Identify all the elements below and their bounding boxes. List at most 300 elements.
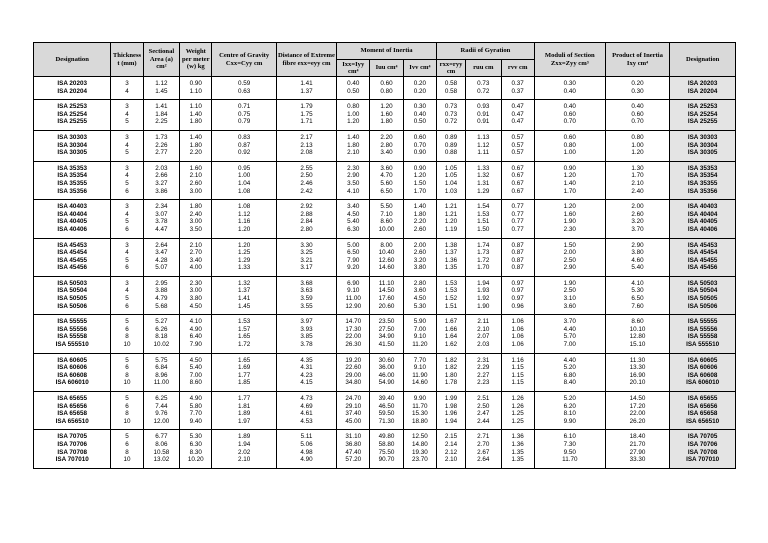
cell-value: 2.07	[477, 333, 490, 341]
cell-value: 2.88	[300, 210, 313, 218]
cell-value: 2.40	[189, 210, 202, 218]
rvv-cell	[501, 430, 534, 468]
cell-value: 6	[125, 225, 129, 233]
designation-right-cell	[670, 315, 736, 353]
cell-value: 5.20	[563, 364, 576, 372]
cell-value: 5	[125, 295, 129, 303]
cell-value: 2.64	[477, 456, 490, 464]
cell-value: 5.06	[300, 440, 313, 448]
designation-right-cell	[670, 392, 736, 430]
cell-value: ISA 40406	[57, 225, 87, 233]
cell-value: 1.51	[444, 302, 458, 310]
cell-value: 0.91	[477, 110, 490, 118]
header-rvv: rvv cm	[501, 60, 534, 77]
centre-gravity-cell	[212, 315, 276, 353]
cell-value: 14.50	[629, 395, 646, 402]
cell-value: 11.70	[562, 456, 578, 464]
cell-value: 0.77	[511, 210, 524, 218]
header-designation-right: Designation	[670, 43, 736, 77]
iuu-cell	[370, 430, 403, 468]
cell-value: 15.10	[629, 341, 646, 349]
cell-value: 4	[125, 87, 129, 95]
area-cell	[143, 77, 180, 100]
cell-value: 5.68	[155, 302, 168, 310]
cell-value: 0.96	[511, 302, 524, 310]
cell-value: 4.79	[155, 295, 168, 303]
cell-value: 0.90	[563, 164, 576, 172]
cell-value: 0.47	[511, 110, 524, 118]
ixx-cell	[337, 238, 370, 276]
designation-cell	[34, 430, 111, 468]
cell-value: 5.40	[347, 218, 360, 226]
table-row-group	[34, 130, 736, 161]
cell-value: 1.00	[347, 110, 360, 118]
cell-value: ISA 20204	[57, 87, 87, 95]
cell-value: 1.25	[511, 410, 524, 418]
header-ivv: Ivv cm⁴	[403, 60, 436, 77]
cell-value: 4.50	[347, 210, 360, 218]
cell-value: 19.30	[411, 448, 428, 456]
cell-value: 1.62	[444, 341, 458, 349]
cell-value: 2.20	[380, 133, 393, 141]
cell-value: 3.20	[631, 218, 644, 226]
cell-value: 2.00	[631, 203, 644, 211]
cell-value: 8.40	[563, 379, 576, 387]
cell-value: 1.80	[413, 210, 426, 218]
cell-value: 1.53	[238, 318, 251, 326]
cell-value: 3.80	[413, 264, 426, 272]
cell-value: 2.90	[563, 264, 576, 272]
cell-value: 1.50	[477, 225, 490, 233]
cell-value: 2.25	[155, 118, 168, 126]
cell-value: 7.00	[189, 371, 202, 379]
thickness-cell	[111, 200, 143, 238]
product-inertia-cell	[605, 238, 669, 276]
cell-value: 2.47	[477, 410, 490, 418]
cell-value: 2.60	[413, 249, 426, 257]
cell-value: 4.35	[300, 356, 313, 364]
cell-value: 4.90	[189, 395, 202, 402]
product-inertia-cell	[605, 77, 669, 100]
cell-value: 1.45	[238, 302, 251, 310]
cell-value: ISA 50503	[687, 279, 718, 287]
iuu-cell	[370, 77, 403, 100]
cell-value: 1.98	[444, 402, 458, 410]
cell-value: 4.90	[189, 325, 202, 333]
cell-value: 2.03	[155, 164, 168, 172]
cell-value: 3.97	[300, 318, 313, 326]
cell-value: 0.67	[511, 187, 524, 195]
cell-value: 0.90	[413, 164, 426, 172]
cell-value: 5.27	[155, 318, 168, 326]
cell-value: 49.80	[378, 433, 395, 441]
cell-value: 1.41	[300, 80, 313, 87]
cell-value: ISA 35354	[57, 172, 87, 180]
cell-value: 1.04	[238, 179, 251, 187]
iuu-cell	[370, 161, 403, 199]
cell-value: 4.50	[413, 295, 426, 303]
rvv-cell	[501, 353, 534, 391]
cell-value: 3.10	[563, 295, 576, 303]
cell-value: 0.67	[511, 164, 524, 172]
cell-value: 0.57	[511, 133, 524, 141]
cell-value: 1.77	[238, 371, 251, 379]
cell-value: 1.94	[444, 417, 458, 425]
cell-value: ISA 50504	[57, 287, 87, 295]
cell-value: 2.20	[189, 149, 202, 157]
cell-value: 2.03	[477, 341, 490, 349]
cell-value: 1.11	[477, 149, 490, 157]
cell-value: 7.10	[380, 210, 393, 218]
cell-value: 0.77	[511, 203, 524, 211]
cell-value: 2.10	[444, 456, 458, 464]
rxx-cell	[437, 315, 466, 353]
cell-value: 21.70	[629, 440, 646, 448]
cell-value: 0.97	[511, 279, 524, 287]
modulus-cell	[534, 77, 605, 100]
cell-value: ISA 60605	[687, 356, 718, 364]
iuu-cell	[370, 392, 403, 430]
cell-value: 1.60	[189, 164, 202, 172]
cell-value: 90.70	[378, 456, 395, 464]
cell-value: 1.78	[444, 379, 458, 387]
extreme-fibre-cell	[276, 130, 336, 161]
cell-value: ISA 65655	[57, 395, 87, 402]
area-cell	[143, 100, 180, 131]
cell-value: ISA 30303	[687, 133, 718, 141]
cell-value: 1.35	[511, 456, 524, 464]
cell-value: 6	[125, 402, 129, 410]
extreme-fibre-cell	[276, 315, 336, 353]
header-centre-gravity: Centre of Gravity Cxx=Cyy cm	[212, 43, 276, 77]
table-row-group	[34, 200, 736, 238]
cell-value: 1.93	[477, 287, 490, 295]
header-product-inertia: Product of Inertia Ixy cm⁴	[605, 43, 669, 77]
ivv-cell	[403, 77, 436, 100]
cell-value: 1.06	[511, 318, 524, 326]
cell-value: 39.40	[378, 395, 395, 402]
cell-value: ISA 555510	[55, 341, 89, 349]
cell-value: 4	[125, 249, 129, 257]
cell-value: 0.70	[413, 141, 426, 149]
cell-value: 11.20	[412, 341, 428, 349]
cell-value: 0.97	[511, 295, 524, 303]
thickness-cell	[111, 238, 143, 276]
cell-value: 2.95	[155, 279, 168, 287]
cell-value: 1.50	[563, 241, 576, 249]
cell-value: 6.77	[155, 433, 168, 441]
cell-value: 0.40	[631, 103, 644, 111]
cell-value: 10.20	[187, 456, 204, 464]
cell-value: 5.80	[189, 402, 202, 410]
cell-value: 2.84	[300, 218, 313, 226]
cell-value: 23.50	[378, 318, 395, 326]
cell-value: 47.40	[345, 448, 362, 456]
cell-value: ISA 656510	[55, 417, 89, 425]
area-cell	[143, 200, 180, 238]
cell-value: ISA 606010	[686, 379, 720, 387]
cell-value: 13.30	[629, 364, 646, 372]
cell-value: 1.20	[563, 172, 576, 180]
cell-value: 54.90	[378, 379, 395, 387]
product-inertia-cell	[605, 315, 669, 353]
cell-value: 1.19	[444, 225, 458, 233]
cell-value: 2.80	[380, 141, 393, 149]
cell-value: 1.33	[238, 264, 251, 272]
cell-value: 4.70	[380, 172, 393, 180]
cell-value: 27.50	[378, 325, 395, 333]
cell-value: ISA 30305	[687, 149, 718, 157]
cell-value: 1.71	[300, 118, 313, 126]
cell-value: 3.60	[413, 287, 426, 295]
table-row-group	[34, 392, 736, 430]
centre-gravity-cell	[212, 276, 276, 314]
cell-value: 5.20	[563, 395, 576, 402]
cell-value: ISA 35353	[687, 164, 718, 172]
cell-value: 2.00	[413, 241, 426, 249]
cell-value: 0.79	[238, 118, 251, 126]
iuu-cell	[370, 353, 403, 391]
weight-cell	[180, 200, 212, 238]
ruu-cell	[466, 100, 501, 131]
cell-value: ISA 45454	[57, 249, 87, 257]
cell-value: 1.66	[444, 325, 458, 333]
cell-value: ISA 35355	[57, 179, 87, 187]
cell-value: 2.46	[300, 179, 313, 187]
cell-value: 3.68	[300, 279, 313, 287]
cell-value: 1.32	[238, 279, 251, 287]
thickness-cell	[111, 315, 143, 353]
cell-value: 1.15	[511, 379, 524, 387]
ixx-cell	[337, 276, 370, 314]
rxx-cell	[437, 161, 466, 199]
cell-value: 75.50	[378, 448, 395, 456]
cell-value: 26.30	[345, 341, 362, 349]
cell-value: ISA 50505	[687, 295, 718, 303]
cell-value: 1.40	[189, 110, 202, 118]
cell-value: 24.70	[345, 395, 362, 402]
iuu-cell	[370, 315, 403, 353]
weight-cell	[180, 315, 212, 353]
cell-value: 5	[125, 149, 129, 157]
designation-right-cell	[670, 430, 736, 468]
thickness-cell	[111, 77, 143, 100]
cell-value: 0.57	[511, 149, 524, 157]
product-inertia-cell	[605, 100, 669, 131]
cell-value: 1.41	[155, 103, 168, 111]
cell-value: 1.90	[563, 279, 576, 287]
cell-value: 5.30	[413, 302, 426, 310]
cell-value: 3.40	[347, 203, 360, 211]
cell-value: ISA 50506	[57, 302, 87, 310]
cell-value: 5	[125, 256, 129, 264]
cell-value: 1.51	[477, 218, 490, 226]
cell-value: 0.73	[444, 110, 458, 118]
cell-value: 6.80	[563, 371, 576, 379]
cell-value: ISA 50504	[687, 287, 718, 295]
cell-value: 0.63	[238, 87, 251, 95]
cell-value: 2.50	[300, 172, 313, 180]
cell-value: 1.70	[563, 187, 576, 195]
cell-value: 4.10	[189, 318, 202, 326]
cell-value: 11.10	[378, 279, 395, 287]
cell-value: 3.07	[155, 210, 168, 218]
cell-value: ISA 45455	[687, 256, 718, 264]
cell-value: 18.80	[411, 417, 428, 425]
cell-value: 4	[125, 287, 129, 295]
cell-value: 1.08	[238, 203, 251, 211]
cell-value: ISA 25254	[57, 110, 87, 118]
cell-value: 1.36	[444, 256, 458, 264]
thickness-cell	[111, 130, 143, 161]
header-area: Sectional Area (a) cm²	[143, 43, 180, 77]
cell-value: 0.60	[631, 110, 644, 118]
extreme-fibre-cell	[276, 77, 336, 100]
cell-value: 1.20	[413, 172, 426, 180]
cell-value: 1.84	[155, 110, 168, 118]
header-ixx: Ixx=Iyy cm⁴	[337, 60, 370, 77]
cell-value: 6.25	[155, 395, 168, 402]
cell-value: 0.50	[413, 118, 426, 126]
cell-value: 14.60	[411, 379, 428, 387]
cell-value: 3.70	[563, 318, 576, 326]
cell-value: 11.30	[629, 356, 646, 364]
cell-value: 4.69	[300, 402, 313, 410]
cell-value: 6.26	[155, 325, 168, 333]
modulus-cell	[534, 161, 605, 199]
cell-value: 1.20	[380, 103, 393, 111]
cell-value: 1.80	[189, 118, 202, 126]
ixx-cell	[337, 77, 370, 100]
cell-value: ISA 65656	[687, 402, 718, 410]
cell-value: 3	[125, 80, 129, 87]
cell-value: 0.87	[238, 141, 251, 149]
cell-value: 3.85	[300, 333, 313, 341]
cell-value: 12.50	[411, 433, 428, 441]
cell-value: 0.58	[444, 87, 458, 95]
ivv-cell	[403, 200, 436, 238]
cell-value: 0.59	[238, 80, 251, 87]
cell-value: 1.94	[477, 279, 490, 287]
cell-value: 1.70	[413, 187, 426, 195]
cell-value: ISA 60606	[57, 364, 87, 372]
cell-value: 1.73	[477, 249, 490, 257]
cell-value: 1.82	[444, 356, 458, 364]
ruu-cell	[466, 130, 501, 161]
iuu-cell	[370, 200, 403, 238]
cell-value: 5.60	[380, 179, 393, 187]
designation-right-cell	[670, 353, 736, 391]
ixx-cell	[337, 353, 370, 391]
cell-value: 6.30	[189, 440, 202, 448]
cell-value: 10	[123, 417, 131, 425]
modulus-cell	[534, 430, 605, 468]
thickness-cell	[111, 161, 143, 199]
centre-gravity-cell	[212, 392, 276, 430]
cell-value: 5	[125, 395, 129, 402]
cell-value: 3.50	[347, 179, 360, 187]
ixx-cell	[337, 430, 370, 468]
cell-value: 3.00	[189, 287, 202, 295]
extreme-fibre-cell	[276, 353, 336, 391]
cell-value: 1.25	[238, 249, 251, 257]
cell-value: 2.10	[631, 179, 644, 187]
rvv-cell	[501, 130, 534, 161]
cell-value: ISA 40405	[57, 218, 87, 226]
cell-value: 36.80	[345, 440, 362, 448]
table-body	[34, 77, 736, 469]
ixx-cell	[337, 130, 370, 161]
cell-value: 9.76	[155, 410, 168, 418]
cell-value: 41.50	[378, 341, 395, 349]
cell-value: 5.40	[631, 264, 644, 272]
designation-cell	[34, 276, 111, 314]
cell-value: 4.31	[300, 364, 313, 372]
cell-value: ISA 65655	[687, 395, 718, 402]
cell-value: 5	[125, 179, 129, 187]
cell-value: 9.20	[347, 264, 360, 272]
table-row-group	[34, 100, 736, 131]
cell-value: 2.30	[563, 225, 576, 233]
cell-value: 3	[125, 279, 129, 287]
header-weight: Weight per meter (w) kg	[180, 43, 212, 77]
cell-value: 8.06	[155, 440, 168, 448]
cell-value: 1.40	[347, 133, 360, 141]
cell-value: 46.50	[378, 402, 395, 410]
cell-value: 1.77	[238, 395, 251, 402]
designation-right-cell	[670, 238, 736, 276]
cell-value: 1.20	[238, 241, 251, 249]
designation-cell	[34, 200, 111, 238]
cell-value: 4.60	[631, 256, 644, 264]
cell-value: 0.87	[511, 264, 524, 272]
cell-value: 0.40	[347, 80, 360, 87]
cell-value: 8.96	[155, 371, 168, 379]
centre-gravity-cell	[212, 161, 276, 199]
cell-value: 2.60	[631, 210, 644, 218]
cell-value: 3.00	[189, 218, 202, 226]
cell-value: 13.02	[153, 456, 170, 464]
cell-value: 8.60	[189, 379, 202, 387]
cell-value: 3	[125, 164, 129, 172]
weight-cell	[180, 392, 212, 430]
thickness-cell	[111, 353, 143, 391]
centre-gravity-cell	[212, 353, 276, 391]
designation-right-cell	[670, 130, 736, 161]
rvv-cell	[501, 238, 534, 276]
cell-value: 3.47	[155, 249, 168, 257]
cell-value: 5.00	[347, 241, 360, 249]
cell-value: ISA 40406	[687, 225, 718, 233]
cell-value: 2.50	[477, 402, 490, 410]
cell-value: 9.10	[413, 333, 426, 341]
cell-value: 0.91	[477, 118, 490, 126]
ruu-cell	[466, 200, 501, 238]
cell-value: 1.57	[238, 325, 251, 333]
cell-value: ISA 60608	[57, 371, 87, 379]
cell-value: 0.37	[511, 87, 524, 95]
cell-value: 1.97	[238, 417, 251, 425]
header-moment-inertia: Moment of Inertia	[337, 43, 437, 60]
header-ruu: ruu cm	[466, 60, 501, 77]
modulus-cell	[534, 130, 605, 161]
cell-value: 1.12	[238, 210, 251, 218]
cell-value: 1.10	[189, 87, 202, 95]
cell-value: 2.30	[189, 279, 202, 287]
cell-value: 2.55	[300, 164, 313, 172]
cell-value: 2.80	[300, 225, 313, 233]
cell-value: 1.64	[444, 333, 458, 341]
